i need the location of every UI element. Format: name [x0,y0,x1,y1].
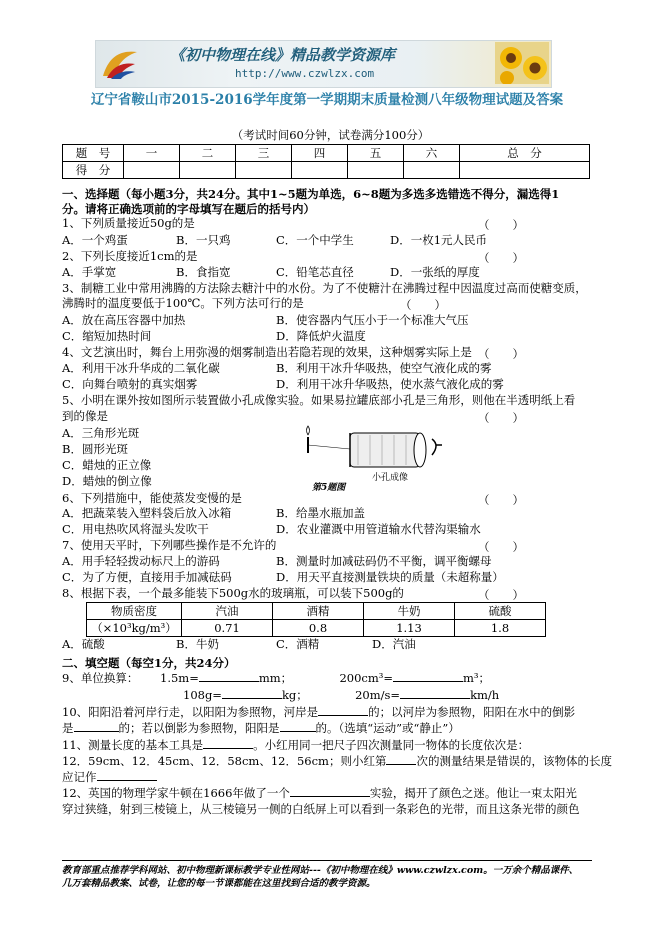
figure-caption: 第5题图 [312,483,346,493]
answer-blank[interactable] [97,780,157,781]
table-row [87,620,546,637]
question-7-stem: 7、使用天平时，下列哪些操作是不允许的 [62,538,277,552]
option-c: C．为了方便，直接用手加减砝码 [62,570,232,584]
table-header-cell: 三 [236,145,292,162]
question-12-line1: 12、英国的物理学家牛顿在1666年做了一个 实验，揭开了颜色之迷。他让一束太阳光 [62,786,577,800]
footer-divider [62,860,592,861]
score-table-header-row [63,145,590,162]
answer-paren[interactable]: （ ） [478,588,524,602]
table-cell: 0.8 [273,620,364,637]
score-cell[interactable] [460,162,590,179]
banner-title: 《初中物理在线》精品教学资源库 [170,46,396,64]
option-b: B．牛奶 [176,637,219,651]
table-header-cell: 总 分 [460,145,590,162]
answer-blank[interactable] [280,731,316,732]
answer-paren[interactable]: （ ） [478,540,524,554]
option-b: B．食指宽 [176,265,231,279]
option-a: A．利用干冰升华成的二氧化碳 [62,361,220,375]
score-table-score-row [63,162,590,179]
score-cell[interactable] [180,162,236,179]
option-d: D．一枚1元人民币 [390,233,488,247]
question-8-stem: 8、根据下表，一个最多能装下500g水的玻璃瓶，可以装下500g的 [62,586,404,600]
option-c: C．酒精 [276,637,320,651]
question-5-stem-line1: 5、小明在课外按如图所示装置做小孔成像实验。如果易拉罐底部小孔是三角形，则他在半透明纸上看 [62,393,576,407]
answer-paren[interactable]: （ ） [400,298,446,312]
table-header-cell: 酒精 [273,603,364,620]
option-c: C．用电热吹风将湿头发吹干 [62,522,209,536]
footer [62,864,602,890]
option-d: D．一张纸的厚度 [390,265,480,279]
answer-paren[interactable]: （ ） [478,251,524,265]
option-c: C．向舞台喷射的真实烟雾 [62,377,198,391]
option-b: B．使容器内气压小于一个标准大气压 [276,313,469,327]
question-5-stem-line2: 到的像是 [62,409,108,423]
answer-blank[interactable] [318,715,368,716]
option-b: B．给墨水瓶加盖 [276,506,365,520]
option-c: C．铅笔芯直径 [276,265,354,279]
figure-label: 小孔成像 [372,473,409,483]
question-12-line2: 穿过狭缝，射到三棱镜上，从三棱镜另一侧的白纸屏上可以看到一条彩色的光带，而且这条光带的颜色 [62,802,580,816]
question-3-stem-line2: 沸腾时的温度要低于100℃。下列方法可行的是 [62,296,304,310]
table-header-cell: 牛奶 [364,603,455,620]
density-table [86,602,546,637]
option-b: B．测量时加减砝码仍不平衡，调平衡螺母 [276,554,492,568]
banner-url[interactable]: http://www.czwlzx.com [235,67,375,80]
option-d: D．汽油 [372,637,416,651]
answer-blank[interactable] [290,796,370,797]
answer-blank[interactable] [222,698,282,699]
option-b: B．利用干冰升华吸热，使空气液化成的雾 [276,361,492,375]
answer-blank[interactable] [74,731,119,732]
question-9-label: 9、单位换算： [62,671,139,685]
score-cell[interactable] [404,162,460,179]
option-c: C．缩短加热时间 [62,329,152,343]
option-a: A．把蔬菜装入塑料袋后放入冰箱 [62,506,232,520]
answer-blank[interactable] [199,681,259,682]
option-a: A．三角形光斑 [62,426,140,440]
option-a: A．手掌宽 [62,265,117,279]
site-logo-icon [101,46,139,80]
answer-blank[interactable] [386,764,416,765]
answer-paren[interactable]: （ ） [478,347,524,361]
question-11-line3: 应记作 [62,771,157,784]
table-header-cell: 六 [404,145,460,162]
score-cell[interactable] [292,162,348,179]
table-row [87,603,546,620]
option-b: B．一只鸡 [176,233,231,247]
question-4-stem: 4、文艺演出时，舞台上用弥漫的烟雾制造出若隐若现的效果，这种烟雾实际上是 [62,345,472,359]
option-b: B．圆形光斑 [62,442,128,456]
question-1-stem: 1、下列质量接近50g的是 [62,216,195,230]
table-header-cell: 一 [124,145,180,162]
answer-paren[interactable]: （ ） [478,411,524,425]
option-d: D．利用干冰升华吸热，使水蒸气液化成的雾 [276,377,504,391]
question-3-stem-line1: 3、制糖工业中常用沸腾的方法除去糖汁中的水份。为了不使糖汁在沸腾过程中因温度过高而使糖变质， [62,281,587,295]
table-cell: 1.8 [455,620,546,637]
option-a: A．硫酸 [62,637,105,651]
question-11-line2: 12．59cm、12．45cm、12．58cm、12．56cm；则小红第 次的测量结果是错误的，该物体的长度 [62,754,612,768]
question-10-line2: 是 的；若以倒影为参照物，阳阳是 的。（选填“运动”或“静止”） [62,721,460,735]
option-c: C．蜡烛的正立像 [62,458,152,472]
question-2-stem: 2、下列长度接近1cm的是 [62,249,198,263]
table-header-cell: 二 [180,145,236,162]
table-header-cell: 五 [348,145,404,162]
exam-info: （考试时间60分钟，试卷满分100分） [231,128,430,142]
table-row-label: 得 分 [63,162,124,179]
section1-heading-line1: 一、选择题（每小题3分，共24分。其中1~5题为单选，6~8题为多选多选错选不得分，漏选得1 [62,187,560,201]
option-d: D．用天平直接测量铁块的质量（未超称量） [276,570,504,584]
table-header-cell: 四 [292,145,348,162]
table-header-cell: 硫酸 [455,603,546,620]
score-cell[interactable] [236,162,292,179]
footer-line1: 教育部重点推荐学科网站、初中物理新课标教学专业性网站---《初中物理在线》www.czwlzx.com。一万余个精品课件、 [62,865,579,876]
option-a: A．放在高压容器中加热 [62,313,186,327]
option-c: C．一个中学生 [276,233,354,247]
answer-blank[interactable] [203,748,253,749]
table-cell: 0.71 [182,620,273,637]
option-d: D．蜡烛的倒立像 [62,474,152,488]
option-d: D．降低炉火温度 [276,329,366,343]
table-header-cell: 汽油 [182,603,273,620]
option-a: A．一个鸡蛋 [62,233,128,247]
question-6-stem: 6、下列措施中，能使蒸发变慢的是 [62,491,242,505]
score-cell[interactable] [348,162,404,179]
section1-heading-line2: 分。请将正确选项前的字母填写在题后的括号内） [62,202,315,216]
pinhole-camera-figure [300,425,450,505]
footer-line2: 几万套精品教案、试卷，让您的每一节课都能在这里找到合适的教学资源。 [62,878,376,889]
section2-heading: 二、填空题（每空1分，共24分） [62,656,236,670]
answer-blank[interactable] [400,698,470,699]
question-9-row1: 1.5m= mm； 200cm³= m³； [160,671,491,685]
answer-blank[interactable] [393,681,463,682]
table-header-cell: 题 号 [63,145,124,162]
document-title: 辽宁省鞍山市2015-2016学年度第一学期期末质量检测八年级物理试题及答案 [90,92,564,108]
question-11-line1: 11、测量长度的基本工具是 。小红用同一把尺子四次测量同一物体的长度依次是： [62,738,530,752]
table-header-cell: 物质密度 [87,603,182,620]
sunflower-image [495,42,549,84]
table-cell: 1.13 [364,620,455,637]
answer-paren[interactable]: （ ） [478,493,524,507]
table-unit-cell: （×10³kg/m³） [87,620,182,637]
question-10-line1: 10、阳阳沿着河岸行走，以阳阳为参照物，河岸是 的；以河岸为参照物，阳阳在水中的倒影 [62,705,576,719]
option-d: D．农业灌溉中用管道输水代替沟渠输水 [276,522,481,536]
answer-paren[interactable]: （ ） [478,218,524,232]
question-9-row2: 108g= kg； 20m/s= km/h [183,688,500,702]
option-a: A．用手轻轻拨动标尺上的游码 [62,554,220,568]
score-table [62,144,590,179]
score-cell[interactable] [124,162,180,179]
